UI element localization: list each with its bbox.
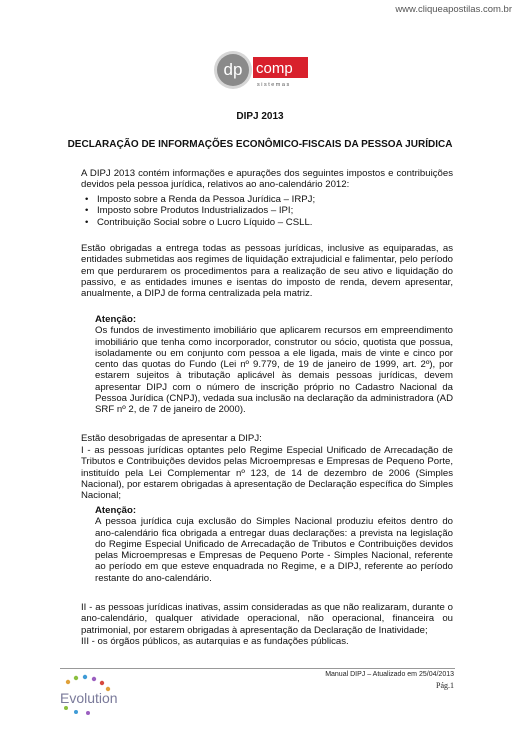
exempt-item-ii: II - as pessoas jurídicas inativas, assim consideradas as que não realizaram, durante o ano-calendário, qualquer atividade operacional, não operacional, financeira ou patrimonial, por estarem obrigadas à apresentação da Declaração de Inatividade;	[81, 602, 453, 636]
svg-text:sistemas: sistemas	[257, 82, 291, 88]
evolution-logo	[56, 672, 128, 716]
footer-divider	[60, 668, 455, 669]
list-item: • Imposto sobre a Renda da Pessoa Jurídica – IRPJ;	[81, 194, 315, 205]
svg-text:Evolution: Evolution	[60, 690, 118, 706]
intro-paragraph: A DIPJ 2013 contém informações e apurações dos seguintes impostos e contribuições devidos pela pessoa jurídica, relativos ao ano-calendário 2012:	[81, 168, 453, 191]
tax-list	[81, 194, 315, 228]
attention-label: Atenção:	[95, 314, 137, 325]
document-title: DIPJ 2013	[236, 111, 284, 122]
footer-page-number: Pág.1	[436, 681, 454, 690]
list-item: • Contribuição Social sobre o Lucro Líquido – CSLL.	[81, 217, 315, 228]
footer-manual: Manual DIPJ – Atualizado em 25/04/2013	[325, 671, 454, 678]
dp-comp-logo	[213, 48, 313, 92]
exempt-intro: Estão desobrigadas de apresentar a DIPJ:	[81, 433, 262, 444]
document-subtitle: DECLARAÇÃO DE INFORMAÇÕES ECONÔMICO-FISCAIS DA PESSOA JURÍDICA	[67, 139, 453, 150]
list-item: • Imposto sobre Produtos Industrializados – IPI;	[81, 205, 315, 216]
attention-block-1	[95, 314, 453, 416]
svg-text:dp: dp	[223, 60, 243, 79]
attention-text: Os fundos de investimento imobiliário que aplicarem recursos em empreendimento imobiliário que tenha como incorporador, construtor ou sócio, quotista que possua, isoladamente ou em conjunto com pessoa a ele ligada, mais de vinte e cinco por cento das quotas do Fundo (Lei nº 9.779, de 19 de janeiro de 1999, art. 2º), por estarem sujeitos à tributação aplicável às demais pessoas jurídicas, devem apresentar DIPJ com o número de inscrição próprio no Cadastro Nacional da Pessoa Jurídica (CNPJ), vedada sua inclusão na declaração da administradora (AD SRF nº 2, de 7 de janeiro de 2000).	[95, 325, 453, 416]
svg-text:comp: comp	[256, 60, 293, 77]
exempt-item-iii: III - os órgãos públicos, as autarquias e as fundações públicas.	[81, 636, 349, 647]
obligated-paragraph: Estão obrigadas a entrega todas as pessoas jurídicas, inclusive as equiparadas, as entidades submetidas aos regimes de liquidação extrajudicial e falimentar, pelo período em que perdurarem os procedimentos para a realização de seu ativo e liquidação do passivo, e as entidades imunes e isentas do imposto de renda, devem apresentar, anualmente, a DIPJ de forma centralizada pela matriz.	[81, 243, 453, 300]
attention-text: A pessoa jurídica cuja exclusão do Simples Nacional produziu efeitos dentro do ano-calendário fica obrigada a entregar duas declarações: a prevista na legislação do Regime Especial Unificado de Arrecadação de Tributos e Contribuições devidos pelas Microempresas e Empresas de Pequeno Porte - Simples Nacional, referente ao período em que esteve enquadrada no Regime, e a DIPJ, referente ao período restante do ano-calendário.	[95, 516, 453, 584]
exempt-item-i: I - as pessoas jurídicas optantes pelo Regime Especial Unificado de Arrecadação de Tributos e Contribuições devidos pelas Microempresas e Empresas de Pequeno Porte, instituído pela Lei Complementar nº 123, de 14 de dezembro de 2006 (Simples Nacional), por estarem obrigadas à apresentação de Declaração específica do Simples Nacional;	[81, 445, 453, 502]
watermark-url: www.cliqueapostilas.com.br	[395, 4, 512, 15]
attention-block-2	[95, 505, 453, 584]
attention-label: Atenção:	[95, 505, 137, 516]
